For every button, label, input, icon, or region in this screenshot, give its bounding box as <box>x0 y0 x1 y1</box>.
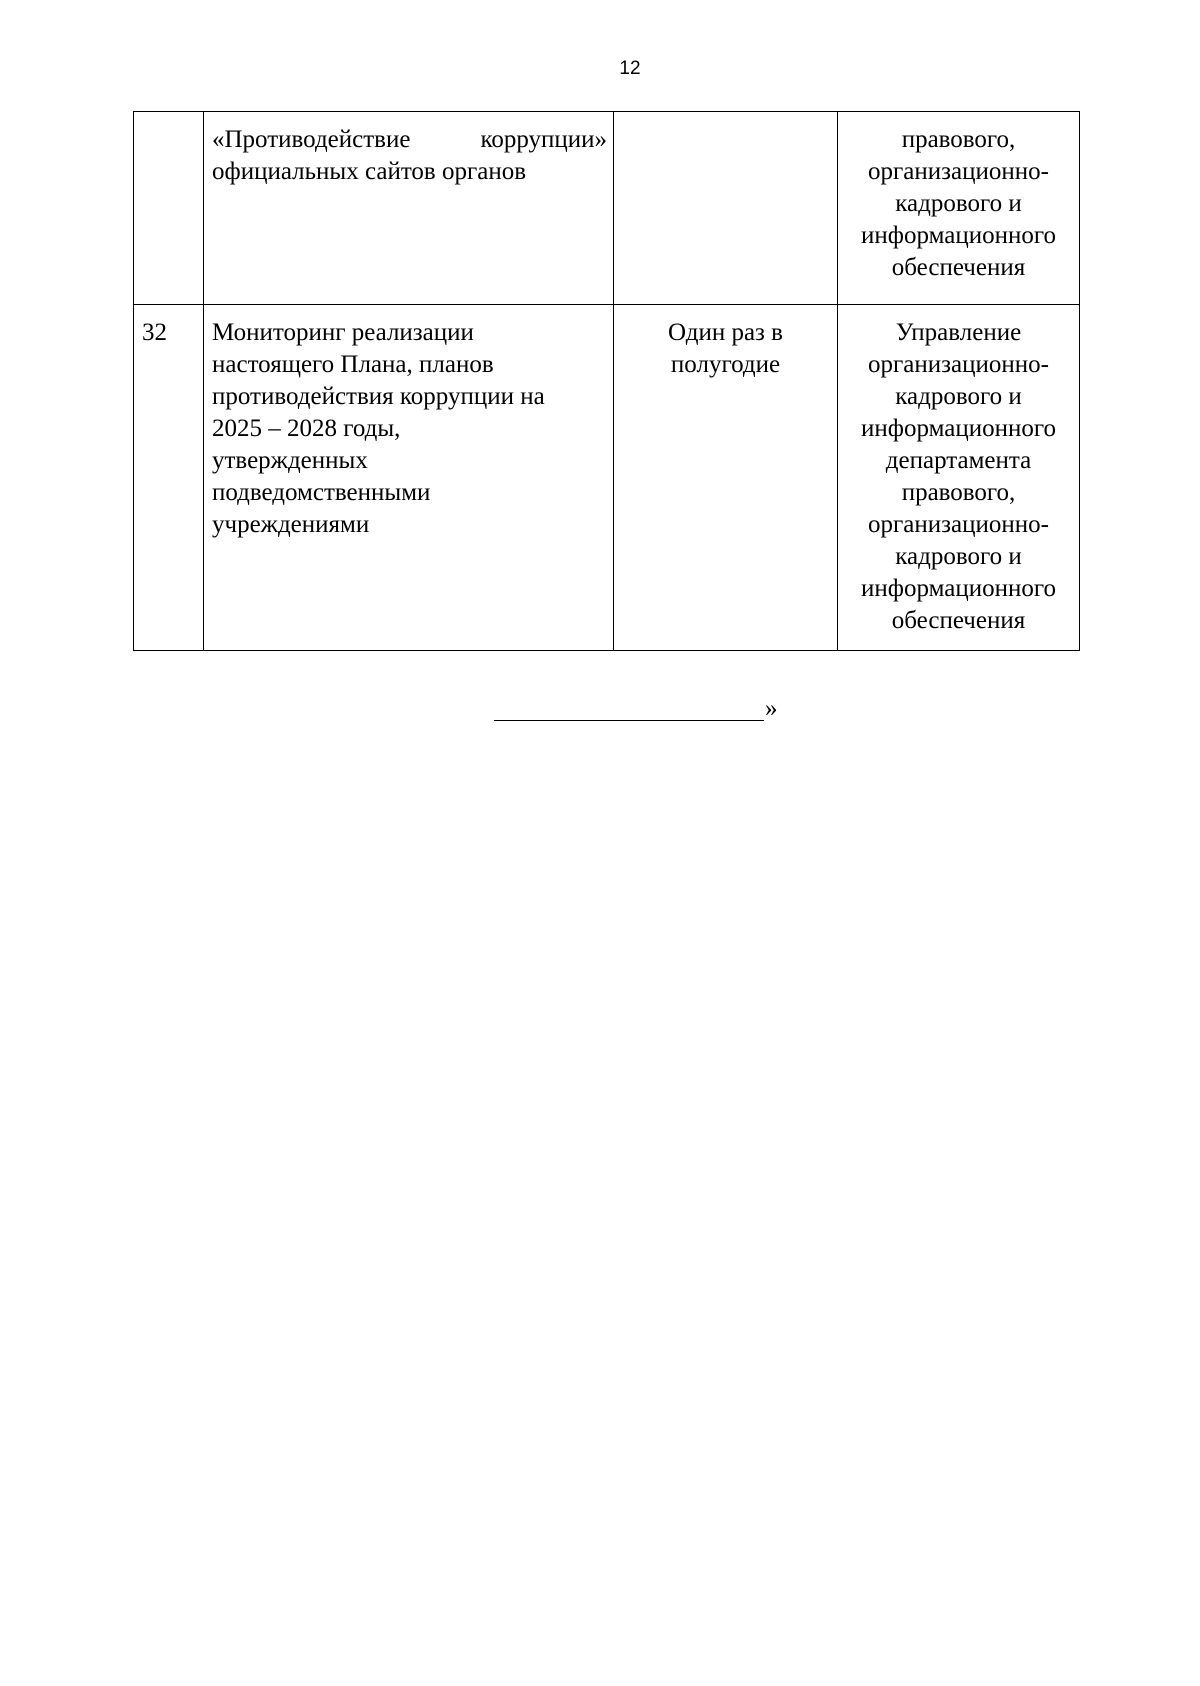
table-row <box>134 112 1080 305</box>
description-line: Мониторинг реализации <box>212 319 474 346</box>
term-cell <box>614 305 838 651</box>
responsible-line: информационного <box>861 575 1056 602</box>
responsible-line: департамента <box>885 447 1032 474</box>
page-number: 12 <box>619 58 641 79</box>
row-number-cell <box>134 305 204 651</box>
responsible-cell <box>838 305 1080 651</box>
description-cell <box>204 112 614 305</box>
closing-mark <box>494 696 778 721</box>
description-cell <box>204 305 614 651</box>
description-line: 2025 – 2028 годы, <box>212 415 401 442</box>
table-row <box>134 305 1080 651</box>
term-line: Один раз в <box>668 319 783 346</box>
responsible-line: организационно- <box>868 158 1049 185</box>
description-line: противодействия коррупции на <box>212 383 545 410</box>
term-line: полугодие <box>670 351 781 378</box>
description-line: настоящего Плана, планов <box>212 351 494 378</box>
responsible-line: организационно- <box>868 511 1049 538</box>
plan-table <box>133 111 1080 651</box>
description-word: «Противодействие <box>212 126 411 153</box>
description-line: утвержденных <box>212 447 368 474</box>
description-line <box>212 124 607 156</box>
responsible-line: информационного <box>861 222 1056 249</box>
responsible-line: информационного <box>861 415 1056 442</box>
row-number-cell <box>134 112 204 305</box>
row-number: 32 <box>142 319 167 346</box>
responsible-line: кадрового и <box>895 543 1022 570</box>
responsible-line: правового, <box>901 479 1016 506</box>
responsible-line: правового, <box>901 126 1016 153</box>
description-line: подведомственными <box>212 479 431 506</box>
responsible-line: Управление <box>895 319 1022 346</box>
closing-quote: » <box>765 695 778 722</box>
description-line: учреждениями <box>212 511 370 538</box>
responsible-cell <box>838 112 1080 305</box>
term-cell <box>614 112 838 305</box>
responsible-line: обеспечения <box>891 607 1026 634</box>
closing-rule <box>494 696 764 721</box>
responsible-line: кадрового и <box>895 190 1022 217</box>
description-word: коррупции» <box>480 126 607 153</box>
responsible-line: кадрового и <box>895 383 1022 410</box>
responsible-line: организационно- <box>868 351 1049 378</box>
responsible-line: обеспечения <box>891 254 1026 281</box>
description-line: официальных сайтов органов <box>212 158 527 185</box>
